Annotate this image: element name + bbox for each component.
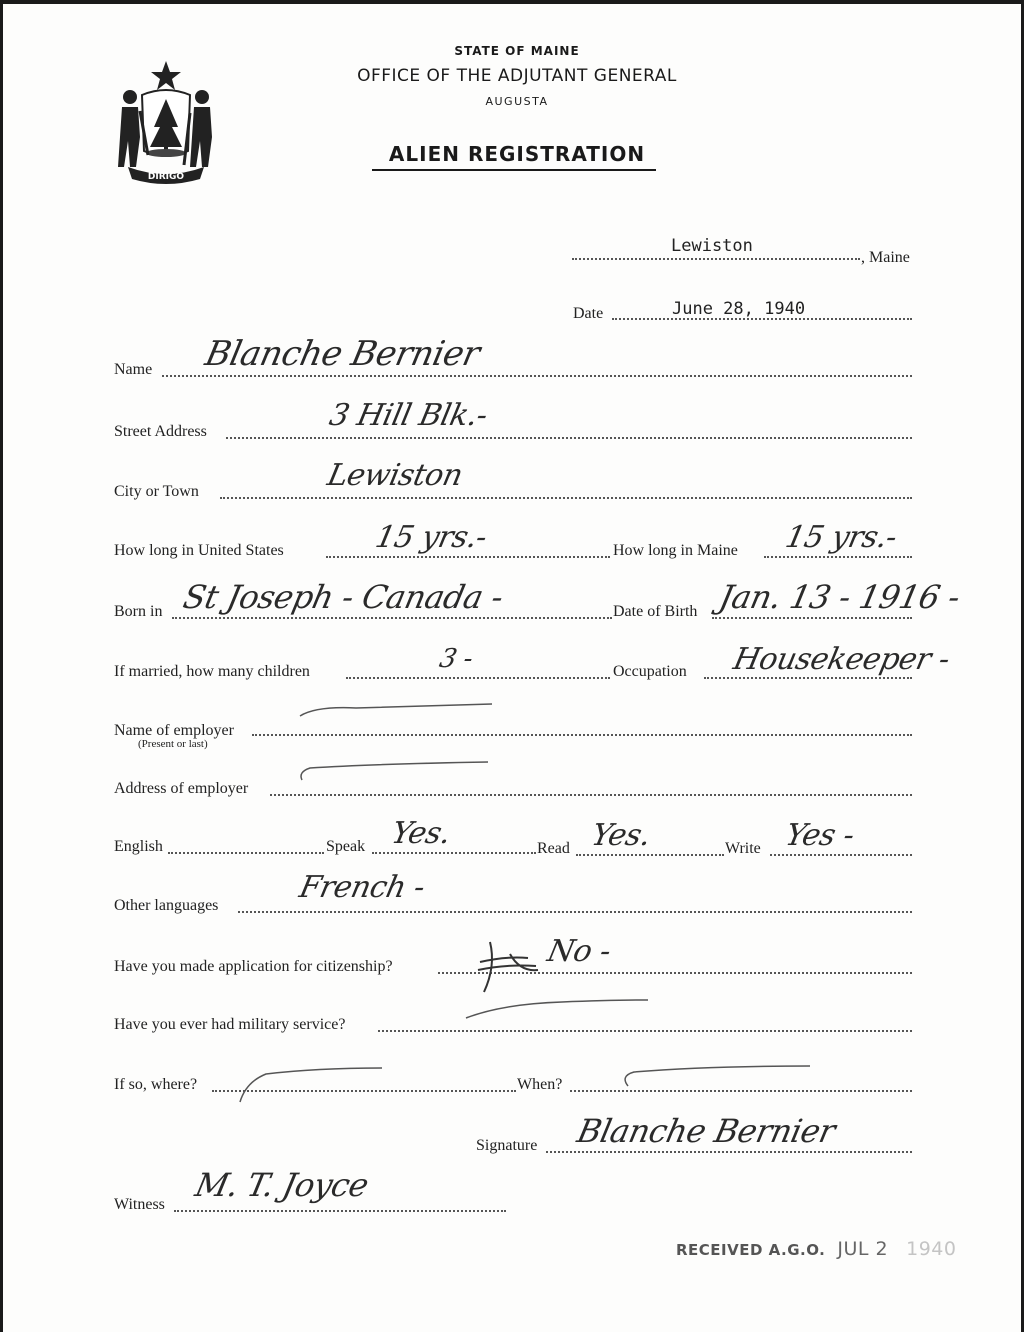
date-line [612, 318, 912, 320]
maine-years-value: 15 yrs.- [782, 520, 900, 555]
city-value: Lewiston [324, 458, 466, 493]
born-in-line [172, 617, 612, 619]
received-stamp [676, 1238, 956, 1260]
read-label: Read [537, 840, 570, 857]
where-label: If so, where? [114, 1076, 198, 1093]
occupation-value: Housekeeper - [730, 642, 953, 677]
us-years-value: 15 yrs.- [372, 520, 490, 555]
received-stamp-date: JUL 2 [837, 1238, 889, 1260]
us-years-label: How long in United States [114, 542, 284, 559]
when-label: When? [517, 1076, 563, 1093]
dob-value: Jan. 13 - 1916 - [715, 578, 964, 616]
maine-years-label: How long in Maine [613, 542, 738, 559]
header-city: AUGUSTA [485, 95, 549, 108]
children-value: 3 - [436, 644, 476, 674]
name-line [162, 375, 912, 377]
citizenship-struck-yes [476, 936, 546, 1000]
city-line [220, 497, 912, 499]
english-label: English [114, 838, 163, 855]
speak-value: Yes. [388, 816, 454, 851]
military-blank-stroke [462, 996, 652, 1022]
employer-sublabel: (Present or last) [138, 738, 208, 750]
employer-blank-stroke [296, 700, 496, 722]
location-suffix: , Maine [861, 249, 910, 266]
dob-line [712, 617, 912, 619]
english-line [168, 852, 324, 854]
signature-line [546, 1151, 912, 1153]
employer-address-line [270, 794, 912, 796]
dob-label: Date of Birth [613, 603, 698, 620]
read-value: Yes. [588, 818, 654, 853]
street-value: 3 Hill Blk.- [326, 398, 491, 433]
born-in-value: St Joseph - Canada - [179, 578, 507, 616]
name-value: Blanche Bernier [201, 334, 484, 374]
military-line [378, 1030, 912, 1032]
employer-label: Name of employer [114, 722, 234, 739]
signature-label: Signature [476, 1137, 538, 1154]
street-line [226, 437, 912, 439]
speak-line [372, 852, 536, 854]
city-label: City or Town [114, 483, 199, 500]
employer-address-label: Address of employer [114, 780, 249, 797]
citizenship-label: Have you made application for citizenship? [114, 958, 393, 975]
header-state: STATE OF MAINE [454, 44, 580, 58]
maine-years-line [764, 556, 912, 558]
svg-text:DIRIGO: DIRIGO [147, 172, 185, 182]
other-languages-label: Other languages [114, 897, 219, 914]
where-blank-stroke [236, 1062, 386, 1106]
when-blank-stroke [618, 1062, 814, 1092]
scan-left-edge [0, 0, 3, 1332]
speak-label: Speak [326, 838, 366, 855]
employer-line [252, 734, 912, 736]
date-value: June 28, 1940 [672, 299, 806, 319]
scan-top-edge [0, 0, 1024, 4]
street-label: Street Address [114, 423, 207, 440]
write-label: Write [725, 840, 761, 857]
us-years-line [326, 556, 610, 558]
write-value: Yes - [782, 818, 858, 853]
name-label: Name [114, 361, 153, 378]
location-value: Lewiston [671, 236, 753, 256]
write-line [770, 854, 912, 856]
header-office: OFFICE OF THE ADJUTANT GENERAL [357, 66, 677, 86]
other-languages-line [238, 911, 912, 913]
born-in-label: Born in [114, 603, 163, 620]
received-stamp-text: RECEIVED A.G.O. [676, 1241, 826, 1259]
title-underline [372, 169, 656, 171]
other-languages-value: French - [296, 870, 428, 905]
military-label: Have you ever had military service? [114, 1016, 346, 1033]
witness-label: Witness [114, 1196, 165, 1213]
form-title: ALIEN REGISTRATION [388, 142, 646, 166]
signature-value: Blanche Bernier [573, 1112, 839, 1150]
occupation-line [704, 677, 912, 679]
received-stamp-year: 1940 [906, 1238, 957, 1260]
witness-value: M. T. Joyce [191, 1166, 372, 1204]
employer-address-blank-stroke [292, 758, 492, 784]
citizenship-value: No - [544, 934, 614, 969]
location-line [572, 258, 860, 260]
read-line [576, 854, 724, 856]
witness-line [174, 1210, 506, 1212]
children-line [346, 677, 610, 679]
occupation-label: Occupation [613, 663, 687, 680]
date-label: Date [573, 305, 604, 322]
children-label: If married, how many children [114, 663, 310, 680]
